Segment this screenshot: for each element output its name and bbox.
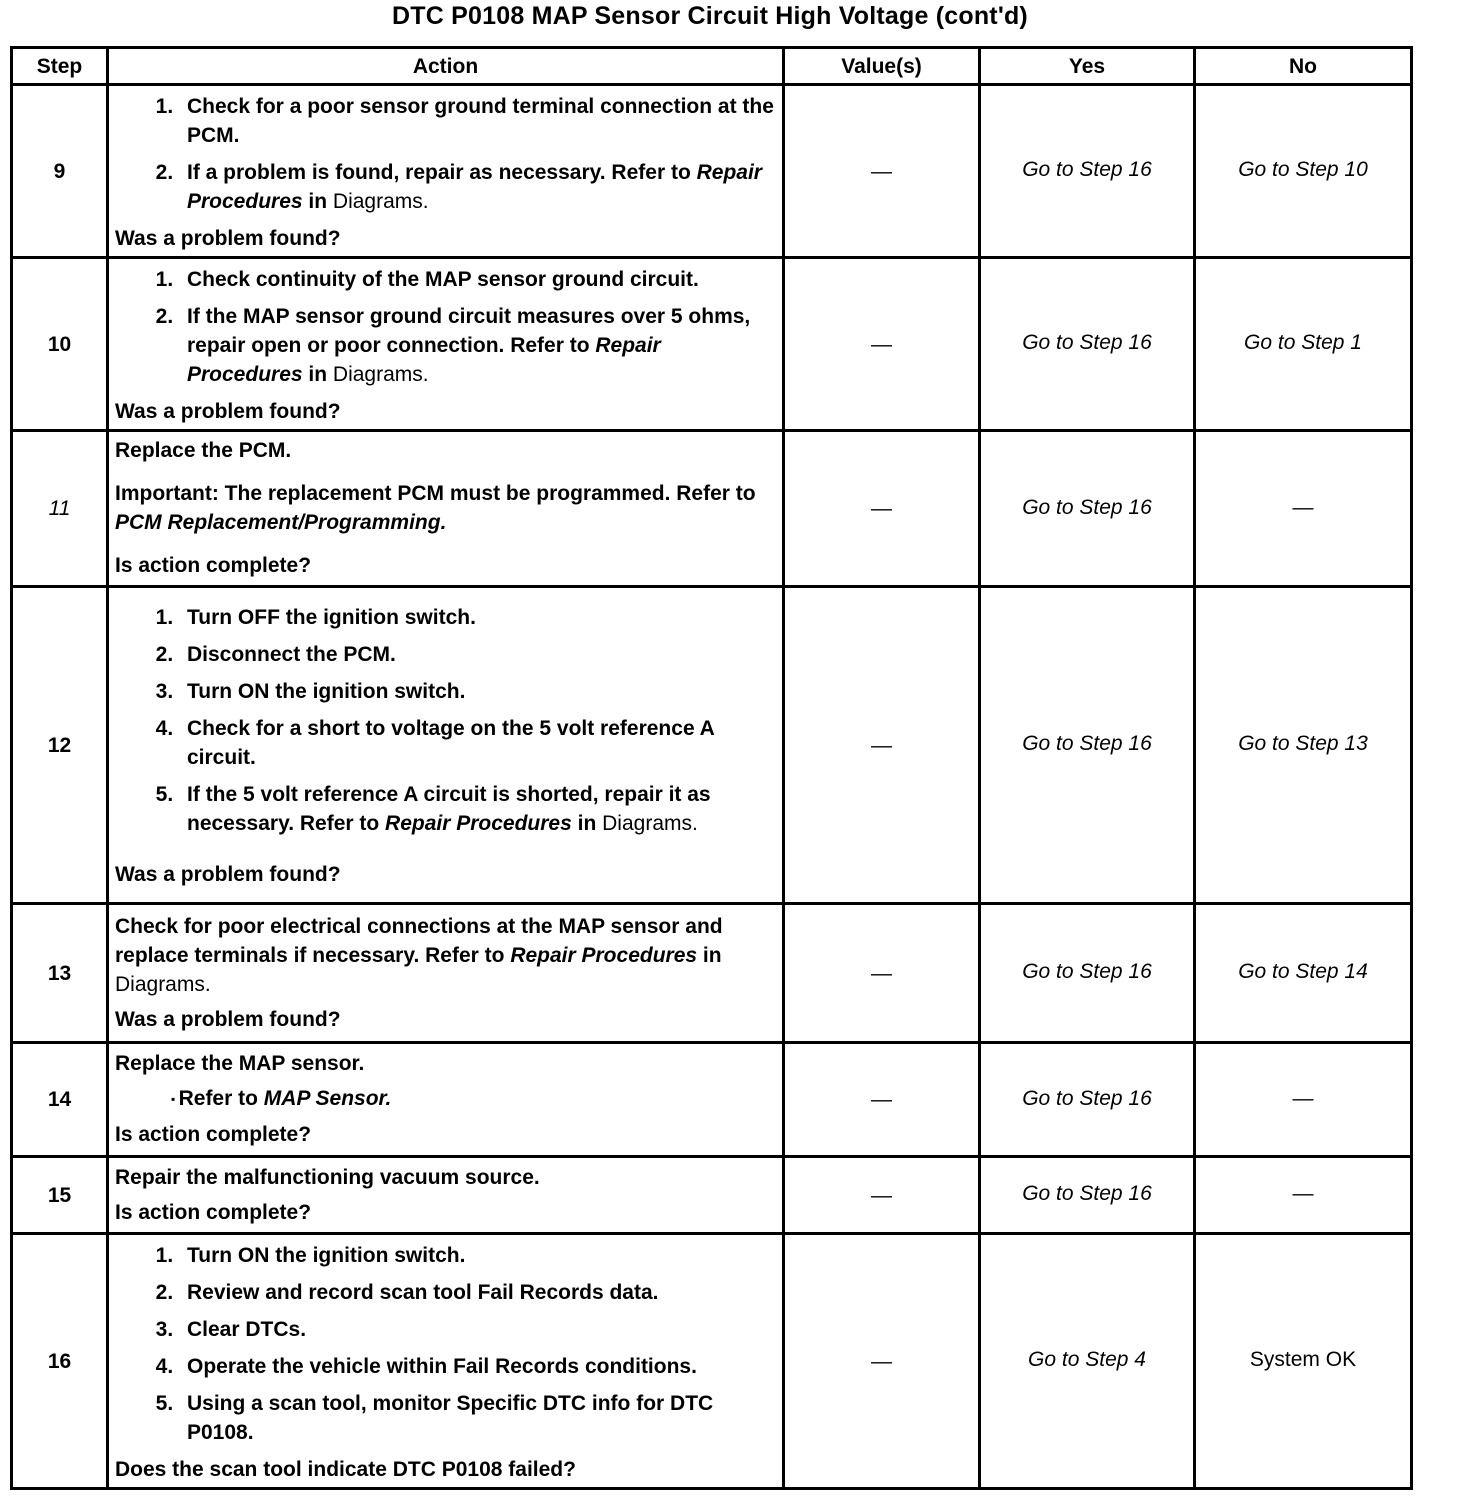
value-cell: — — [784, 85, 980, 258]
yes-cell: Go to Step 16 — [980, 1157, 1195, 1234]
no-cell: Go to Step 14 — [1195, 904, 1412, 1043]
value-cell: — — [784, 904, 980, 1043]
action-text: Replace the PCM. — [115, 439, 292, 462]
page-title: DTC P0108 MAP Sensor Circuit High Voltage (cont'd) — [392, 2, 1028, 30]
reference-link: Repair Procedures — [187, 333, 661, 386]
important-note: Important: The replacement PCM must be programmed. Refer to PCM Replacement/Programming. — [115, 482, 756, 534]
value-cell: — — [784, 258, 980, 431]
action-item: 2. Review and record scan tool Fail Records data. — [179, 1278, 776, 1307]
value-cell: — — [784, 1157, 980, 1234]
action-item: 1. Turn ON the ignition switch. — [179, 1241, 776, 1270]
action-text: Replace the MAP sensor. — [115, 1052, 365, 1076]
step-number: 10 — [12, 258, 108, 431]
action-item: 5. Using a scan tool, monitor Specific DTC info for DTC P0108. — [179, 1389, 776, 1447]
header-step: Step — [12, 48, 108, 85]
question: Is action complete? — [115, 1122, 312, 1146]
action-cell — [108, 431, 784, 587]
action-item: 1. Check continuity of the MAP sensor ground circuit. — [179, 265, 776, 294]
question: Is action complete? — [115, 1200, 312, 1224]
question: Was a problem found? — [115, 863, 341, 886]
yes-cell: Go to Step 16 — [980, 587, 1195, 904]
yes-cell: Go to Step 4 — [980, 1234, 1195, 1489]
step-number: 16 — [12, 1234, 108, 1489]
yes-cell: Go to Step 16 — [980, 1043, 1195, 1157]
step-number: 15 — [12, 1157, 108, 1234]
action-text: Check for poor electrical connections at the MAP sensor and replace terminals if necessary. Refer to Repair Procedures in Diagrams. — [115, 914, 723, 996]
table-row — [12, 904, 1412, 1043]
action-cell — [108, 1157, 784, 1234]
action-cell — [108, 1043, 784, 1157]
yes-cell: Go to Step 16 — [980, 85, 1195, 258]
table-row — [12, 1157, 1412, 1234]
question: Does the scan tool indicate DTC P0108 failed? — [115, 1457, 576, 1481]
no-cell: Go to Step 10 — [1195, 85, 1412, 258]
table-header-row — [12, 48, 1412, 85]
reference-link: MAP Sensor. — [263, 1087, 392, 1111]
yes-cell: Go to Step 16 — [980, 431, 1195, 587]
step-number: 12 — [12, 587, 108, 904]
action-item: 2. If a problem is found, repair as necessary. Refer to Repair Procedures in Diagrams. — [179, 158, 776, 216]
action-item: ▪ Refer to MAP Sensor. — [171, 1084, 776, 1114]
value-cell: — — [784, 1234, 980, 1489]
action-item: 3. Clear DTCs. — [179, 1315, 776, 1344]
action-item: 1. Check for a poor sensor ground terminal connection at the PCM. — [179, 92, 776, 150]
action-text: Repair the malfunctioning vacuum source. — [115, 1165, 540, 1189]
diagnostic-table — [10, 46, 1413, 1490]
action-item: 5. If the 5 volt reference A circuit is shorted, repair it as necessary. Refer to Repair Procedures in Diagrams. — [179, 780, 776, 838]
table-row — [12, 1234, 1412, 1489]
header-no: No — [1195, 48, 1412, 85]
yes-cell: Go to Step 16 — [980, 904, 1195, 1043]
question: Is action complete? — [115, 554, 312, 577]
action-item: 4. Operate the vehicle within Fail Records conditions. — [179, 1352, 776, 1381]
header-values: Value(s) — [784, 48, 980, 85]
value-cell: — — [784, 431, 980, 587]
table-row — [12, 258, 1412, 431]
reference-link: Repair Procedures — [385, 812, 572, 835]
yes-cell: Go to Step 16 — [980, 258, 1195, 431]
header-action: Action — [108, 48, 784, 85]
table-row — [12, 1043, 1412, 1157]
action-item: 3. Turn ON the ignition switch. — [179, 677, 776, 706]
table-row — [12, 85, 1412, 258]
table-row — [12, 587, 1412, 904]
no-cell: System OK — [1195, 1234, 1412, 1489]
action-cell — [108, 258, 784, 431]
question: Was a problem found? — [115, 1007, 341, 1031]
table-row — [12, 431, 1412, 587]
no-cell: Go to Step 1 — [1195, 258, 1412, 431]
action-item: 1. Turn OFF the ignition switch. — [179, 603, 776, 632]
no-cell: — — [1195, 431, 1412, 587]
no-cell: Go to Step 13 — [1195, 587, 1412, 904]
action-cell — [108, 85, 784, 258]
action-cell — [108, 904, 784, 1043]
step-number: 11 — [12, 431, 108, 587]
step-number: 13 — [12, 904, 108, 1043]
question: Was a problem found? — [115, 399, 341, 423]
action-cell — [108, 1234, 784, 1489]
action-item: 2. If the MAP sensor ground circuit measures over 5 ohms, repair open or poor connection. Refer to Repair Procedures in Diagrams. — [179, 302, 776, 389]
action-item: 2. Disconnect the PCM. — [179, 640, 776, 669]
action-cell — [108, 587, 784, 904]
action-item: 4. Check for a short to voltage on the 5 volt reference A circuit. — [179, 714, 776, 772]
step-number: 9 — [12, 85, 108, 258]
no-cell: — — [1195, 1157, 1412, 1234]
value-cell: — — [784, 1043, 980, 1157]
reference-link: Repair Procedures — [510, 943, 698, 967]
reference-link: PCM Replacement/Programming. — [115, 511, 447, 534]
step-number: 14 — [12, 1043, 108, 1157]
value-cell: — — [784, 587, 980, 904]
no-cell: — — [1195, 1043, 1412, 1157]
question: Was a problem found? — [115, 226, 341, 250]
header-yes: Yes — [980, 48, 1195, 85]
reference-link: Repair Procedures — [187, 160, 762, 213]
